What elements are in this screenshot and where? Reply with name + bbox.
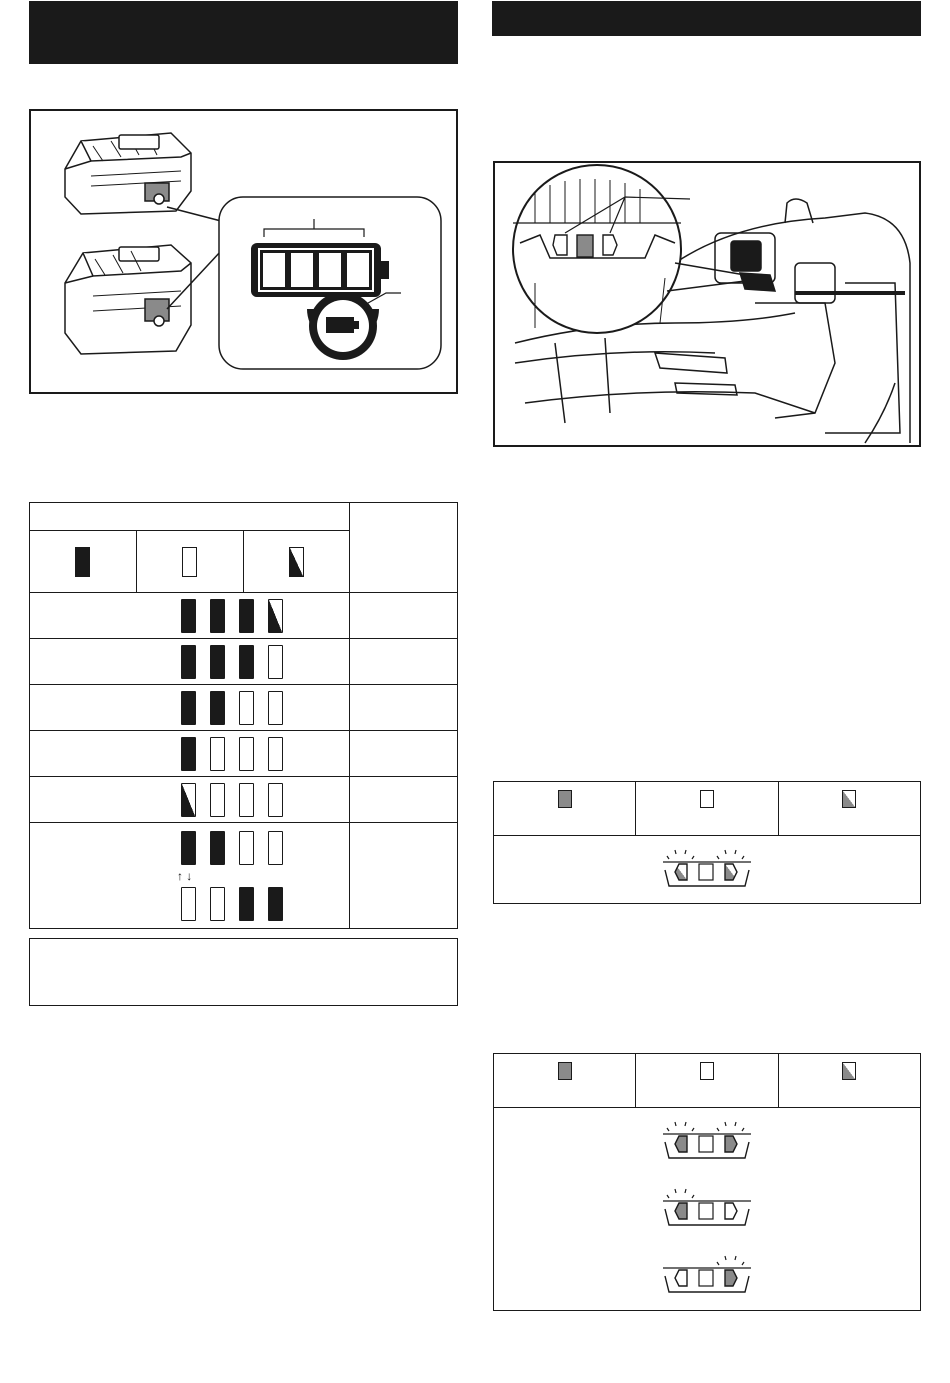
- level-segments-cell: [30, 823, 350, 929]
- level-segment-on: [239, 645, 254, 679]
- level-segment-on: [181, 737, 196, 771]
- note-box: [29, 938, 458, 1006]
- level-segments-cell: [30, 685, 350, 731]
- level-segment-on: [181, 645, 196, 679]
- level-segment-off: [268, 783, 283, 817]
- alternating-arrows: ↑ ↓: [176, 868, 193, 883]
- level-segment-half: [268, 599, 283, 633]
- level-segment-on: [210, 599, 225, 633]
- lamp-on-icon: [558, 790, 572, 808]
- lamp-off-icon: [700, 790, 714, 808]
- lamp-on-icon: [75, 547, 90, 577]
- level-segment-off: [268, 831, 283, 865]
- level-segments-cell: [30, 731, 350, 777]
- battery-figure: [29, 109, 458, 394]
- tool-lamp-indicator: [657, 1252, 757, 1300]
- legend-on: [494, 1054, 636, 1108]
- legend-off: [636, 1054, 778, 1108]
- level-segment-off: [210, 737, 225, 771]
- legend-blinking: [243, 531, 350, 593]
- level-segment-on: [181, 831, 196, 865]
- lamp-off-icon: [700, 1062, 714, 1080]
- indicator-table-1: [493, 781, 921, 904]
- lamp-on-icon: [558, 1062, 572, 1080]
- battery-pack-icon: [65, 133, 191, 214]
- tool-figure: [493, 161, 921, 447]
- level-segment-off: [268, 691, 283, 725]
- tool-lamp-indicator: [657, 846, 757, 894]
- level-row: [30, 823, 458, 929]
- level-segment-on: [210, 691, 225, 725]
- tool-lamp-indicator: [657, 1185, 757, 1233]
- level-segment-off: [268, 737, 283, 771]
- indicator-table-2: [493, 1053, 921, 1311]
- capacity-header: [350, 503, 458, 593]
- lamp-blinking-icon: [289, 547, 304, 577]
- level-segment-on: [268, 887, 283, 921]
- level-segment-off: [239, 783, 254, 817]
- left-section-header-bar: [29, 1, 458, 64]
- capacity-cell: [350, 639, 458, 685]
- battery-illustration: [31, 111, 456, 392]
- level-segments-cell: [30, 777, 350, 823]
- level-segment-off: [239, 737, 254, 771]
- lamp-blinking-icon: [842, 790, 856, 808]
- level-segment-on: [239, 887, 254, 921]
- level-segment-on: [181, 691, 196, 725]
- capacity-cell: [350, 777, 458, 823]
- level-segment-off: [239, 831, 254, 865]
- capacity-cell: [350, 823, 458, 929]
- level-segments-cell: [30, 639, 350, 685]
- level-row: [30, 593, 458, 639]
- legend-blinking: [778, 782, 920, 836]
- level-row: [30, 685, 458, 731]
- level-segment-off: [210, 783, 225, 817]
- legend-off: [136, 531, 243, 593]
- capacity-cell: [350, 685, 458, 731]
- indicator-row: [494, 836, 921, 904]
- level-segment-on: [239, 599, 254, 633]
- legend-header: [30, 503, 350, 531]
- level-segment-off: [239, 691, 254, 725]
- level-segment-on: [210, 645, 225, 679]
- capacity-cell: [350, 731, 458, 777]
- level-segment-half: [181, 783, 196, 817]
- indicator-rows: [494, 1108, 921, 1311]
- legend-off: [636, 782, 778, 836]
- level-segment-off: [210, 887, 225, 921]
- legend-on: [494, 782, 636, 836]
- legend-on: [30, 531, 137, 593]
- right-section-header-bar: [492, 1, 921, 36]
- level-row: [30, 731, 458, 777]
- level-segment-on: [210, 831, 225, 865]
- battery-level-table: [29, 502, 458, 929]
- level-segment-off: [181, 887, 196, 921]
- level-segment-on: [181, 599, 196, 633]
- lamp-blinking-icon: [842, 1062, 856, 1080]
- battery-pack-large-icon: [65, 245, 191, 354]
- level-segment-off: [268, 645, 283, 679]
- level-row: [30, 777, 458, 823]
- tool-lamp-indicator: [657, 1118, 757, 1166]
- tool-indicator-lamp-icon: [513, 165, 690, 333]
- capacity-cell: [350, 593, 458, 639]
- tool-illustration: [495, 163, 919, 445]
- lamp-off-icon: [182, 547, 197, 577]
- legend-blinking: [778, 1054, 920, 1108]
- level-row: [30, 639, 458, 685]
- level-segments-cell: [30, 593, 350, 639]
